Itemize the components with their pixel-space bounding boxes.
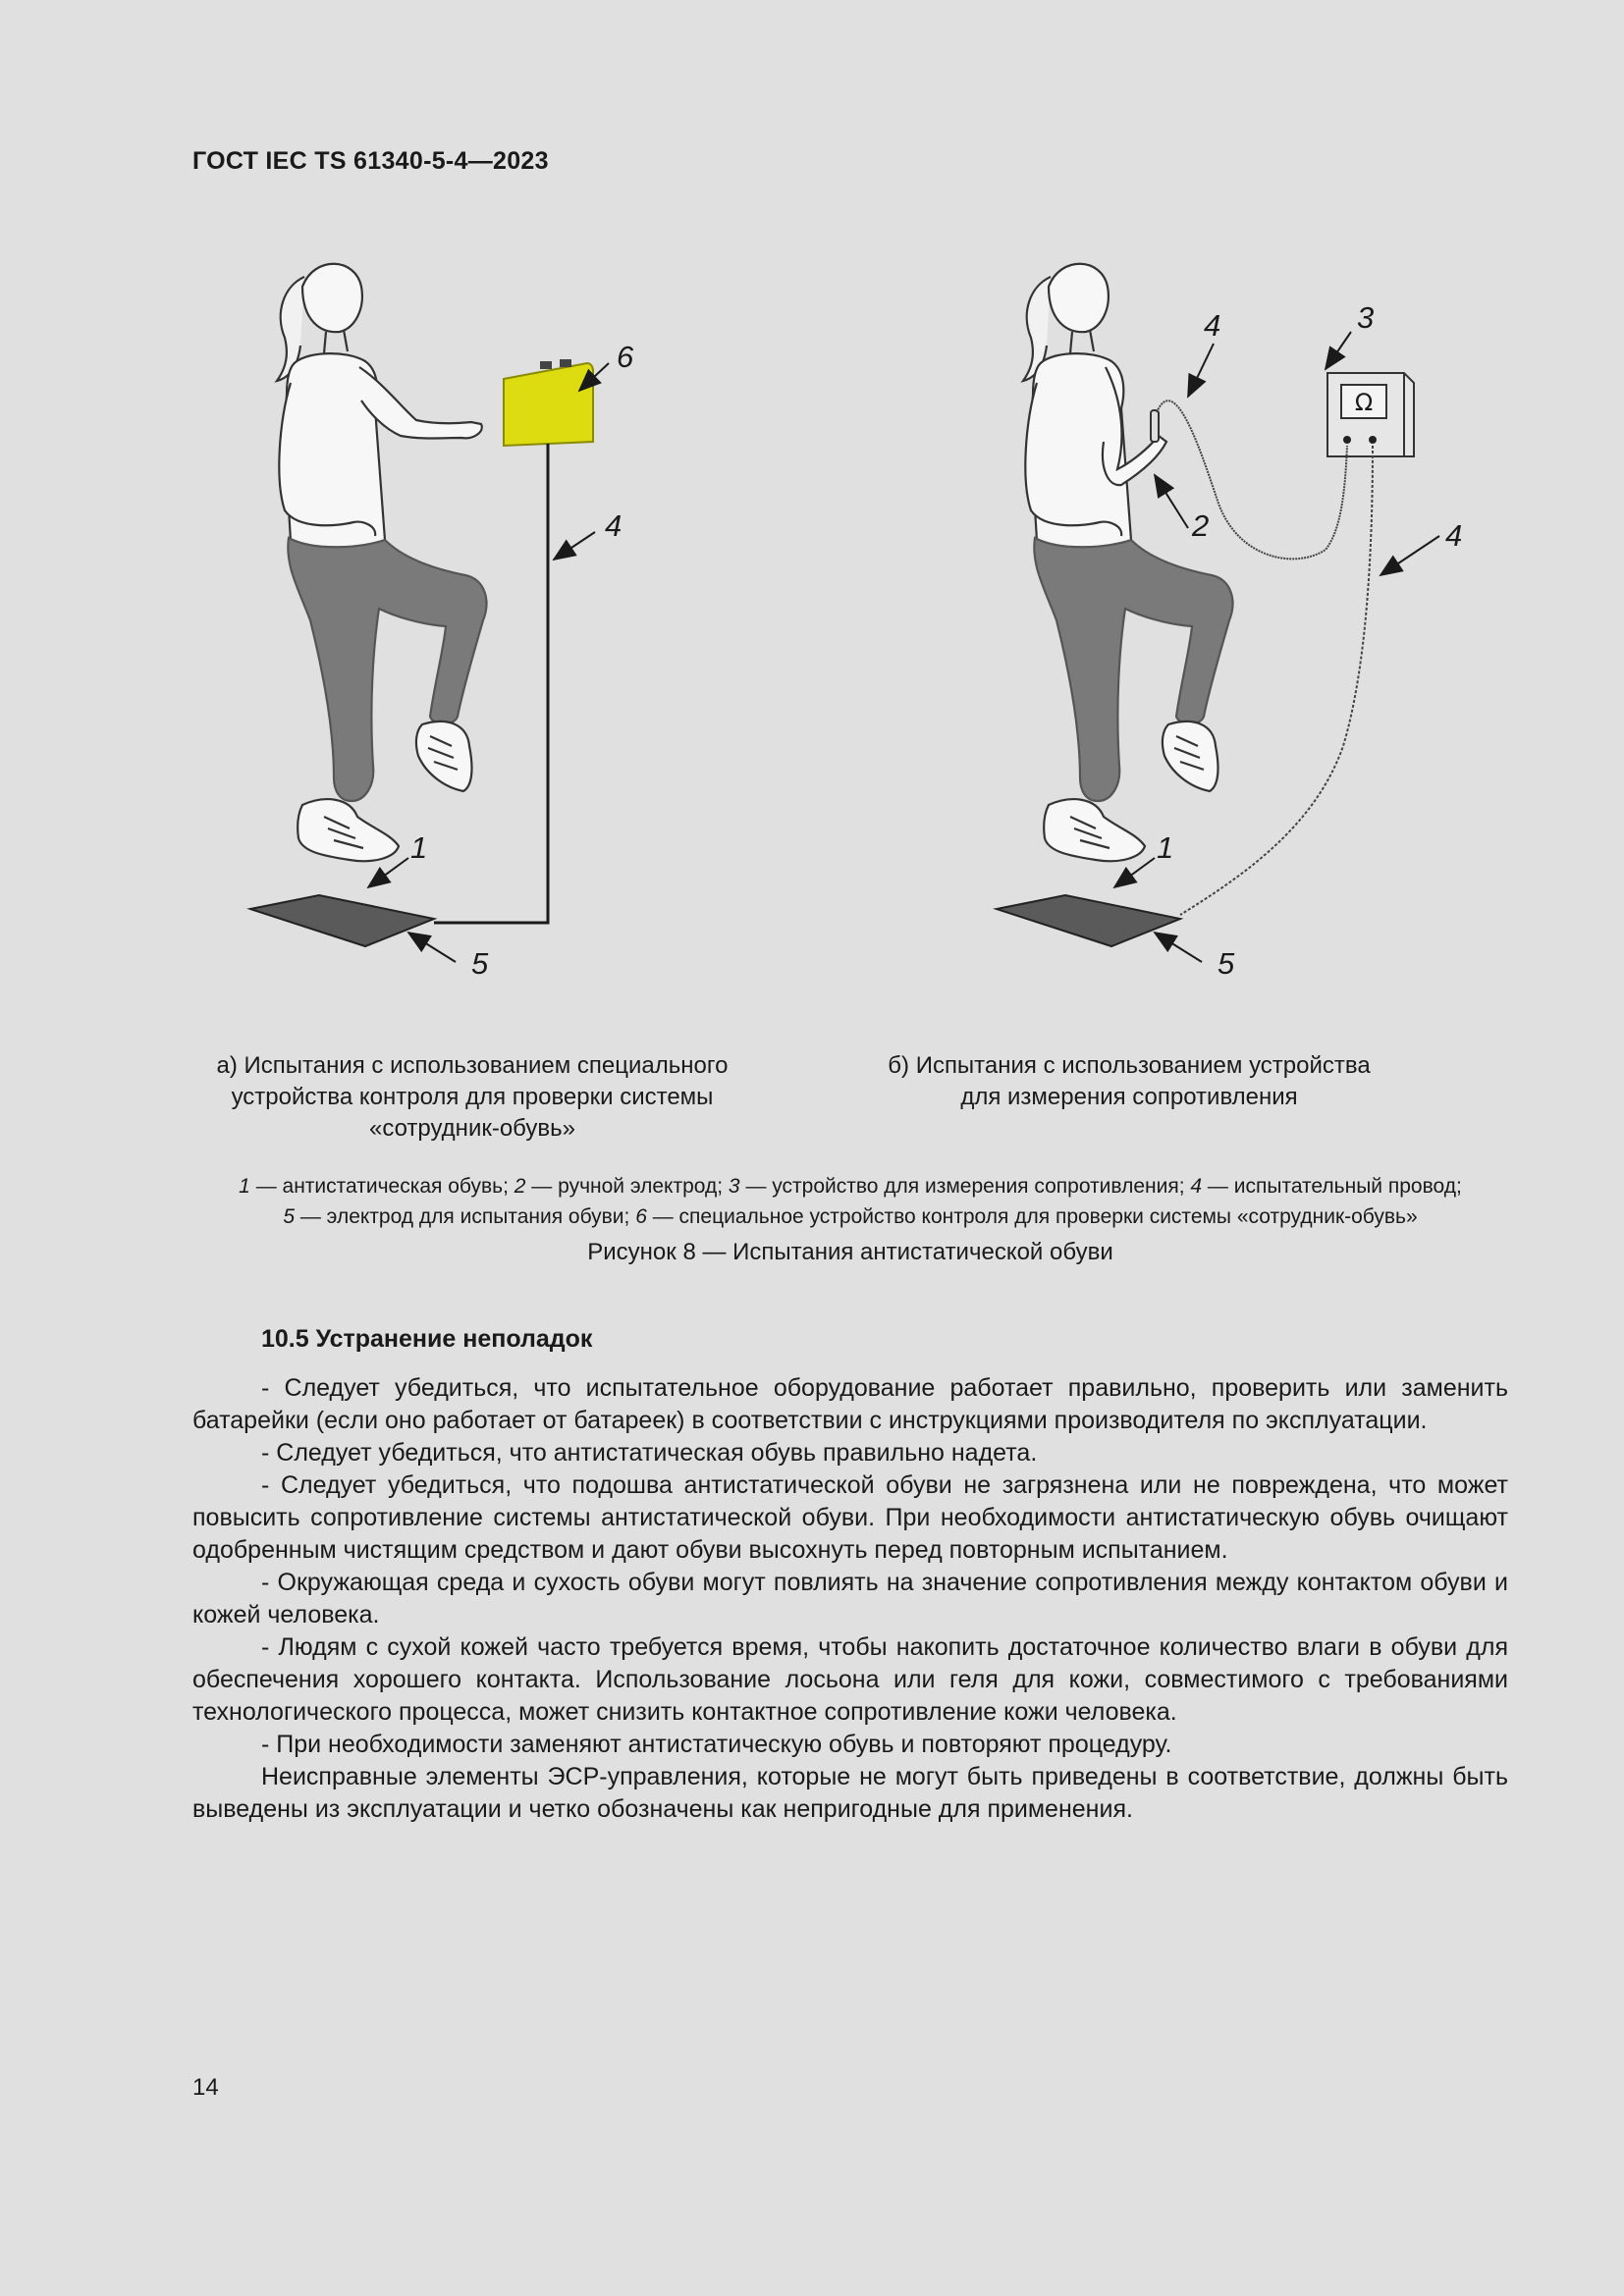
callout-b-1: 1	[1157, 830, 1174, 865]
paragraph: Неисправные элементы ЭСР-управления, которые не могут быть приведены в соответствие, должны быть выведены из эксплуатации и четко обозначены как непригодные для применения.	[192, 1763, 1508, 1823]
paragraph: - При необходимости заменяют антистатическую обувь и повторяют процедуру.	[261, 1731, 1172, 1758]
ohm-symbol: Ω	[1354, 389, 1374, 416]
panel-a-control-device	[504, 359, 593, 446]
paragraph: - Следует убедиться, что подошва антистатической обуви не загрязнена или не повреждена, что может повысить сопротивление системы антистатической обуви. При необходимости антистатическую обувь очищают одобренным чистящим средством и дают обуви высохнуть перед повторным испытанием.	[192, 1471, 1508, 1564]
section-body	[192, 1372, 1508, 1826]
figure-title: Рисунок 8 — Испытания антистатической обуви	[587, 1239, 1113, 1265]
panel-b	[997, 264, 1462, 981]
panel-b-hand-electrode	[1151, 410, 1159, 442]
panel-a	[250, 264, 634, 981]
paragraph: - Людям с сухой кожей часто требуется время, чтобы накопить достаточное количество влаги в обуви для обеспечения хорошего контакта. Использование лосьона или геля для кожи, совместимого с требованиями технологического процесса, может снизить контактное сопротивление кожи человека.	[192, 1633, 1508, 1726]
panel-a-leaders	[368, 363, 609, 962]
callout-b-4-right: 4	[1445, 518, 1463, 553]
figure-legend: 1 — антистатическая обувь; 2 — ручной электрод; 3 — устройство для измерения сопротивления; 4 — испытательный провод; 5 — электрод для испытания обуви; 6 — специальное устройство контроля для проверки системы «сотрудник-обувь»	[239, 1175, 1462, 1228]
figure-caption-a: а) Испытания с использованием специального устройства контроля для проверки системы «сотрудник-обувь»	[216, 1052, 729, 1142]
page-header: ГОСТ IEC TS 61340-5-4—2023	[192, 147, 549, 175]
panel-b-woman-figure	[1023, 264, 1232, 861]
paragraph: - Следует убедиться, что испытательное оборудование работает правильно, проверить или заменить батарейки (если оно работает от батареек) в соответствии с инструкциями производителя по эксплуатации.	[192, 1374, 1508, 1434]
callout-a-6: 6	[617, 340, 634, 374]
figure-caption-b: б) Испытания с использованием устройства для измерения сопротивления	[888, 1052, 1371, 1110]
callout-b-4-top: 4	[1204, 308, 1221, 343]
callout-b-3: 3	[1357, 300, 1375, 335]
callout-a-1: 1	[410, 830, 428, 865]
panel-a-woman-figure	[277, 264, 486, 861]
callout-b-5: 5	[1218, 946, 1235, 981]
callout-b-2: 2	[1192, 508, 1210, 543]
panel-a-foot-electrode	[250, 895, 434, 946]
panel-b-foot-electrode	[997, 895, 1180, 946]
figure-8	[177, 236, 1532, 982]
paragraph: - Следует убедиться, что антистатическая обувь правильно надета.	[261, 1439, 1038, 1467]
section-heading: 10.5 Устранение неполадок	[261, 1325, 593, 1353]
paragraph: - Окружающая среда и сухость обуви могут повлиять на значение сопротивления между контактом обуви и кожей человека.	[192, 1569, 1508, 1629]
callout-a-4: 4	[605, 508, 623, 543]
figure-illustration	[177, 236, 1532, 982]
panel-b-hand-wire	[1157, 400, 1347, 559]
page-number: 14	[192, 2074, 219, 2101]
panel-b-resistance-meter	[1327, 373, 1414, 456]
callout-a-5: 5	[471, 946, 489, 981]
